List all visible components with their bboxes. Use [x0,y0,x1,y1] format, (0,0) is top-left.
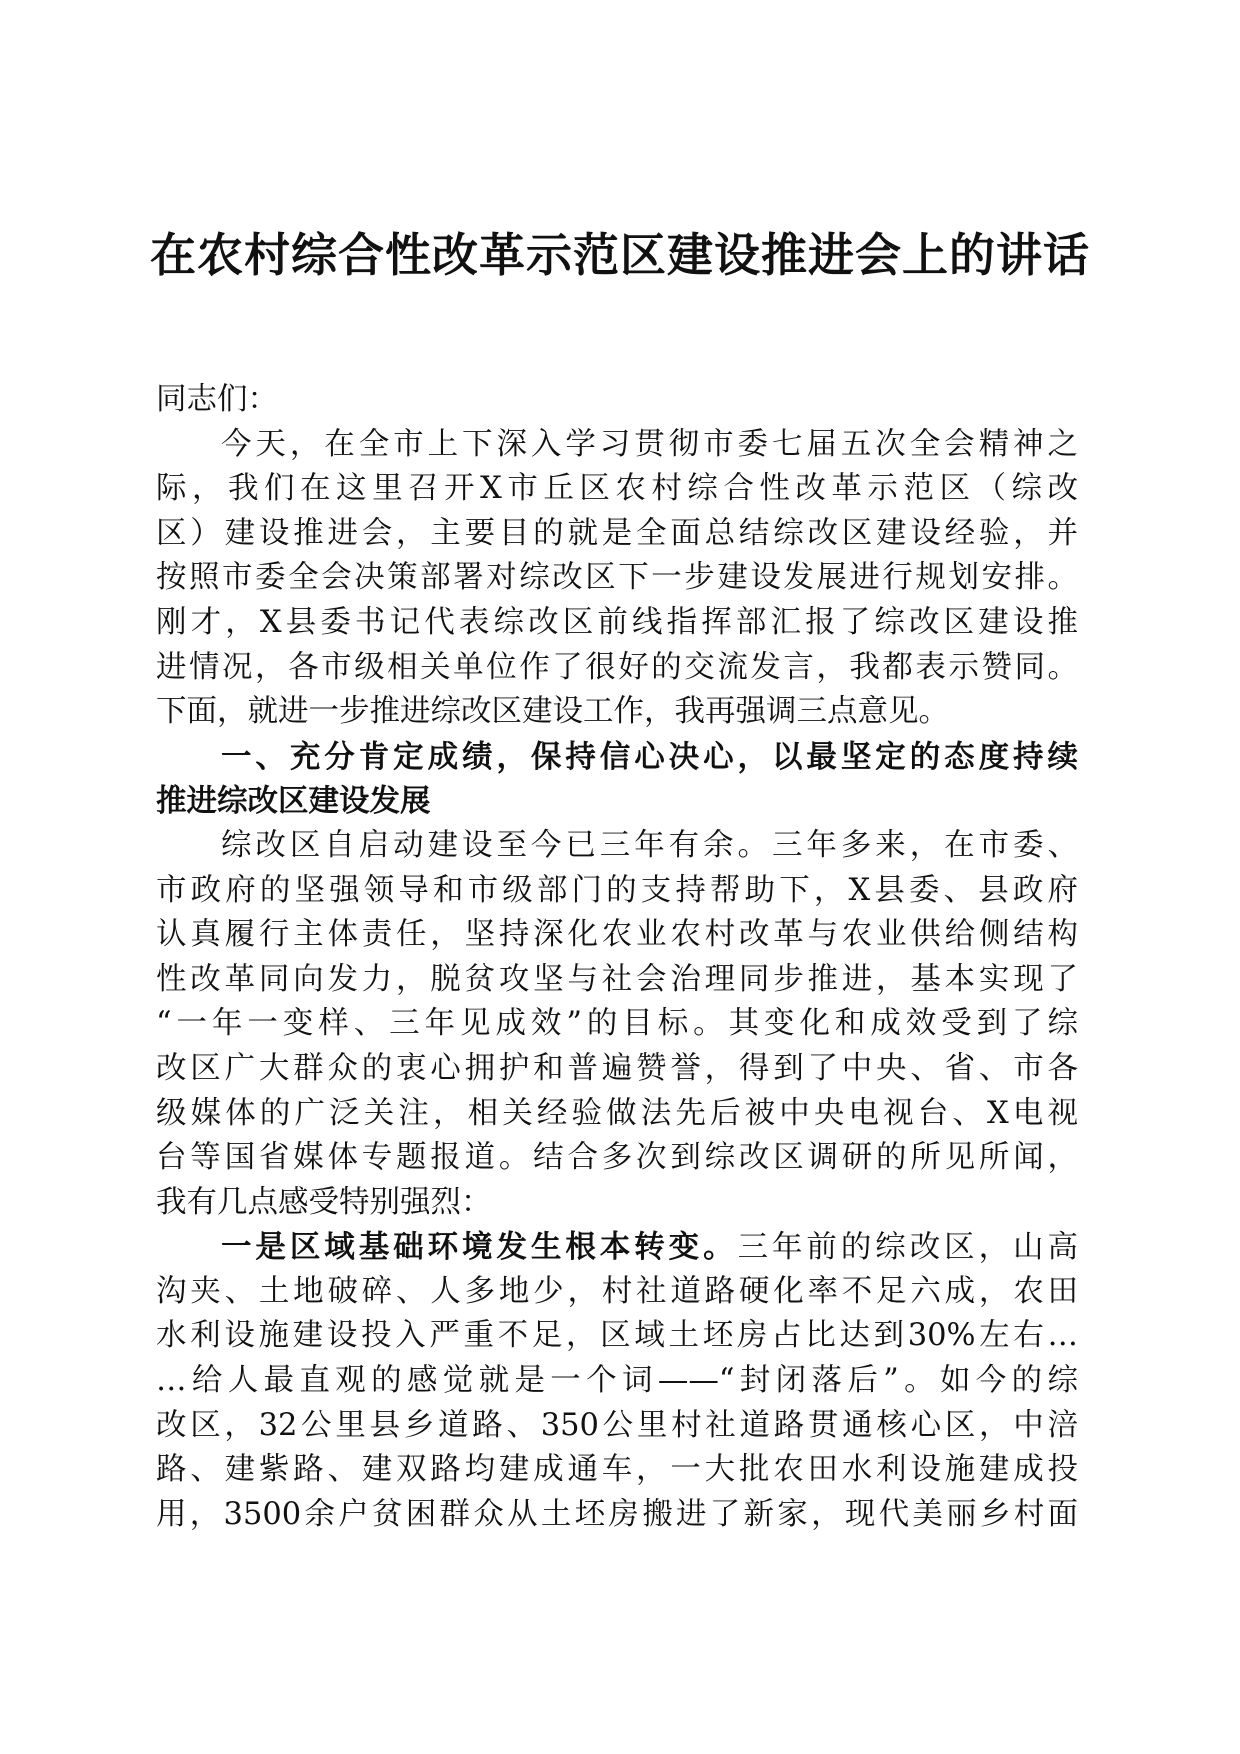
paragraph-line: 综改区自启动建设至今已三年有余。三年多来，在市委、 [221,827,1078,863]
paragraph-line: 按照市委全会决策部署对综改区下一步建设发展进行规划安排。 [156,560,1078,596]
paragraph-line: 水利设施建设投入严重不足，区域土坯房占比达到30%左右… [156,1318,1078,1354]
section-heading-line: 一、充分肯定成绩，保持信心决心，以最坚定的态度持续 [221,738,1078,775]
emphasis-lead: 一是区域基础环境发生根本转变。 [221,1229,738,1266]
paragraph-line: 区）建设推进会，主要目的就是全面总结综改区建设经验，并 [156,515,1078,551]
paragraph-line: 改区，32公里县乡道路、350公里村社道路贯通核心区，中涪 [156,1407,1078,1443]
paragraph-line: 刚才，X县委书记代表综改区前线指挥部汇报了综改区建设推 [156,604,1078,640]
paragraph-line: 际，我们在这里召开X市丘区农村综合性改革示范区（综改 [156,471,1078,507]
document-body [156,378,1078,1537]
paragraph-line: “一年一变样、三年见成效”的目标。其变化和成效受到了综 [156,1006,1078,1042]
paragraph-line: …给人最直观的感觉就是一个词——“封闭落后”。如今的综 [156,1363,1078,1399]
paragraph-line: 沟夹、土地破碎、人多地少，村社道路硬化率不足六成，农田 [156,1273,1078,1309]
paragraph-line: 用，3500余户贫困群众从土坯房搬进了新家，现代美丽乡村面 [156,1496,1078,1532]
paragraph-line: 市政府的坚强领导和市级部门的支持帮助下，X县委、县政府 [156,872,1078,908]
paragraph-line: 台等国省媒体专题报道。结合多次到综改区调研的所见所闻， [156,1140,1078,1176]
salutation: 同志们： [156,382,278,417]
paragraph-line: 改区广大群众的衷心拥护和普遍赞誉，得到了中央、省、市各 [156,1050,1078,1086]
section-heading-line: 推进综改区建设发展 [156,783,431,820]
paragraph-text: 三年前的综改区，山高 [737,1230,1078,1266]
paragraph-line: 级媒体的广泛关注，相关经验做法先后被中央电视台、X电视 [156,1095,1078,1131]
paragraph-line [156,1225,1078,1270]
paragraph-line: 认真履行主体责任，坚持深化农业农村改革与农业供给侧结构 [156,917,1078,953]
paragraph-line: 路、建紫路、建双路均建成通车，一大批农田水利设施建成投 [156,1452,1078,1488]
document-title: 在农村综合性改革示范区建设推进会上的讲话 [150,228,1090,282]
paragraph-line: 我有几点感受特别强烈： [156,1184,492,1220]
paragraph-line: 今天，在全市上下深入学习贯彻市委七届五次全会精神之 [221,426,1078,462]
paragraph-line: 性改革同向发力，脱贫攻坚与社会治理同步推进，基本实现了 [156,961,1078,997]
paragraph-line: 进情况，各市级相关单位作了很好的交流发言，我都表示赞同。 [156,649,1078,685]
paragraph-line: 下面，就进一步推进综改区建设工作，我再强调三点意见。 [156,694,949,730]
